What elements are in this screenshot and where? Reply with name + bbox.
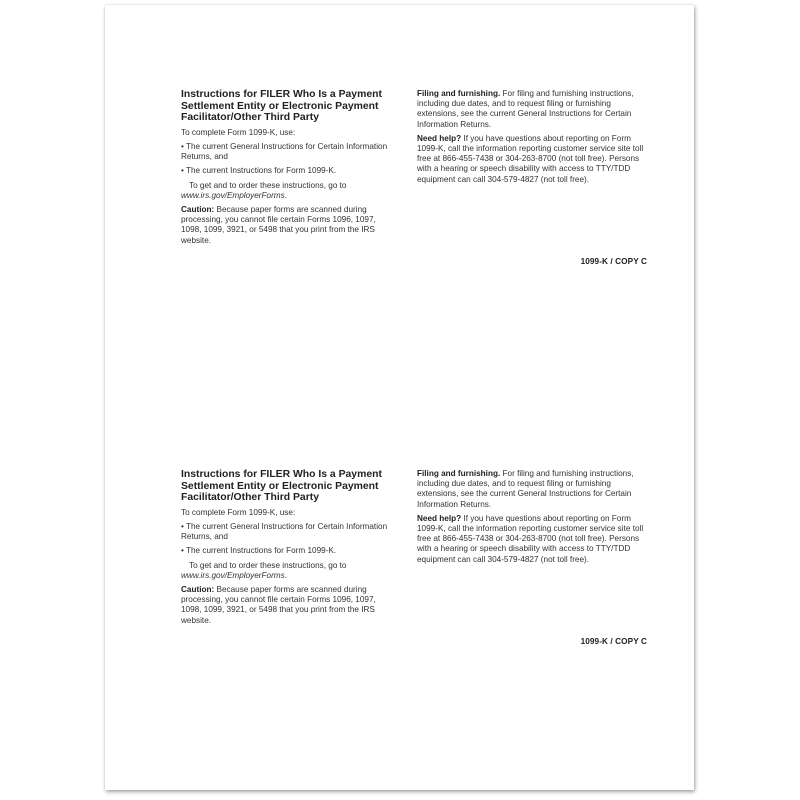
order-end: . [284, 570, 288, 580]
order-end: . [284, 190, 288, 200]
filing-text: For filing and furnishing instructions, including due dates, and to request filing or furnishing extensions, see the current General Instructions for Certain Information Returns. [417, 469, 634, 509]
help-text: If you have questions about reporting on Form 1099-K, call the information reporting customer service site toll free at 866-455-7438 or 304-263-8700 (not toll free). Persons with a hearing or speech disability with access to TTY/TDD equipment can call 304-579-4827 (not toll free). [417, 133, 644, 184]
help-text: If you have questions about reporting on Form 1099-K, call the information reporting customer service site toll free at 866-455-7438 or 304-263-8700 (not toll free). Persons with a hearing or speech disability with access to TTY/TDD equipment can call 304-579-4827 (not toll free). [417, 513, 644, 564]
left-column [181, 89, 396, 250]
intro-text: To complete Form 1099-K, use: [181, 507, 296, 517]
help-label: Need help? [417, 513, 462, 523]
irs-forms-link[interactable]: www.irs.gov/EmployerForms [181, 190, 285, 200]
help-paragraph [417, 514, 647, 565]
copy-label: 1099-K / COPY C [580, 637, 647, 646]
right-column [417, 89, 647, 189]
form-sheet [105, 5, 694, 790]
caution-label: Caution: [181, 585, 215, 594]
bullet-form-instructions: • The current Instructions for Form 1099-K. [181, 166, 337, 176]
left-column [181, 469, 396, 630]
help-label: Need help? [417, 133, 462, 143]
filing-paragraph [417, 469, 647, 510]
bullet-general-instructions: • The current General Instructions for Certain Information Returns, and [181, 141, 388, 162]
order-instructions [181, 181, 396, 201]
filing-label: Filing and furnishing. [417, 89, 501, 98]
bullet-form-instructions: • The current Instructions for Form 1099-K. [181, 546, 337, 556]
caution-paragraph [181, 205, 396, 246]
order-text: To get and to order these instructions, go to [189, 560, 347, 570]
caution-text: Because paper forms are scanned during processing, you cannot file certain Forms 1096, 1097, 1098, 1099, 3921, or 5498 that you print from the IRS website. [181, 585, 376, 625]
caution-label: Caution: [181, 205, 215, 214]
instructions-heading: Instructions for FILER Who Is a Payment Settlement Entity or Electronic Payment Facilitator/Other Third Party [181, 469, 382, 504]
instructions-section-bottom [105, 385, 694, 765]
instructions-heading: Instructions for FILER Who Is a Payment Settlement Entity or Electronic Payment Facilitator/Other Third Party [181, 89, 382, 124]
bullet-general-instructions: • The current General Instructions for Certain Information Returns, and [181, 521, 388, 542]
order-instructions [181, 561, 396, 581]
right-column [417, 469, 647, 569]
caution-paragraph [181, 585, 396, 626]
intro-text: To complete Form 1099-K, use: [181, 127, 296, 137]
irs-forms-link[interactable]: www.irs.gov/EmployerForms [181, 570, 285, 580]
order-text: To get and to order these instructions, go to [189, 180, 347, 190]
filing-text: For filing and furnishing instructions, including due dates, and to request filing or furnishing extensions, see the current General Instructions for Certain Information Returns. [417, 89, 634, 129]
filing-paragraph [417, 89, 647, 130]
caution-text: Because paper forms are scanned during processing, you cannot file certain Forms 1096, 1097, 1098, 1099, 3921, or 5498 that you print from the IRS website. [181, 205, 376, 245]
filing-label: Filing and furnishing. [417, 469, 501, 478]
help-paragraph [417, 134, 647, 185]
copy-label: 1099-K / COPY C [580, 257, 647, 266]
instructions-section-top [105, 5, 694, 385]
